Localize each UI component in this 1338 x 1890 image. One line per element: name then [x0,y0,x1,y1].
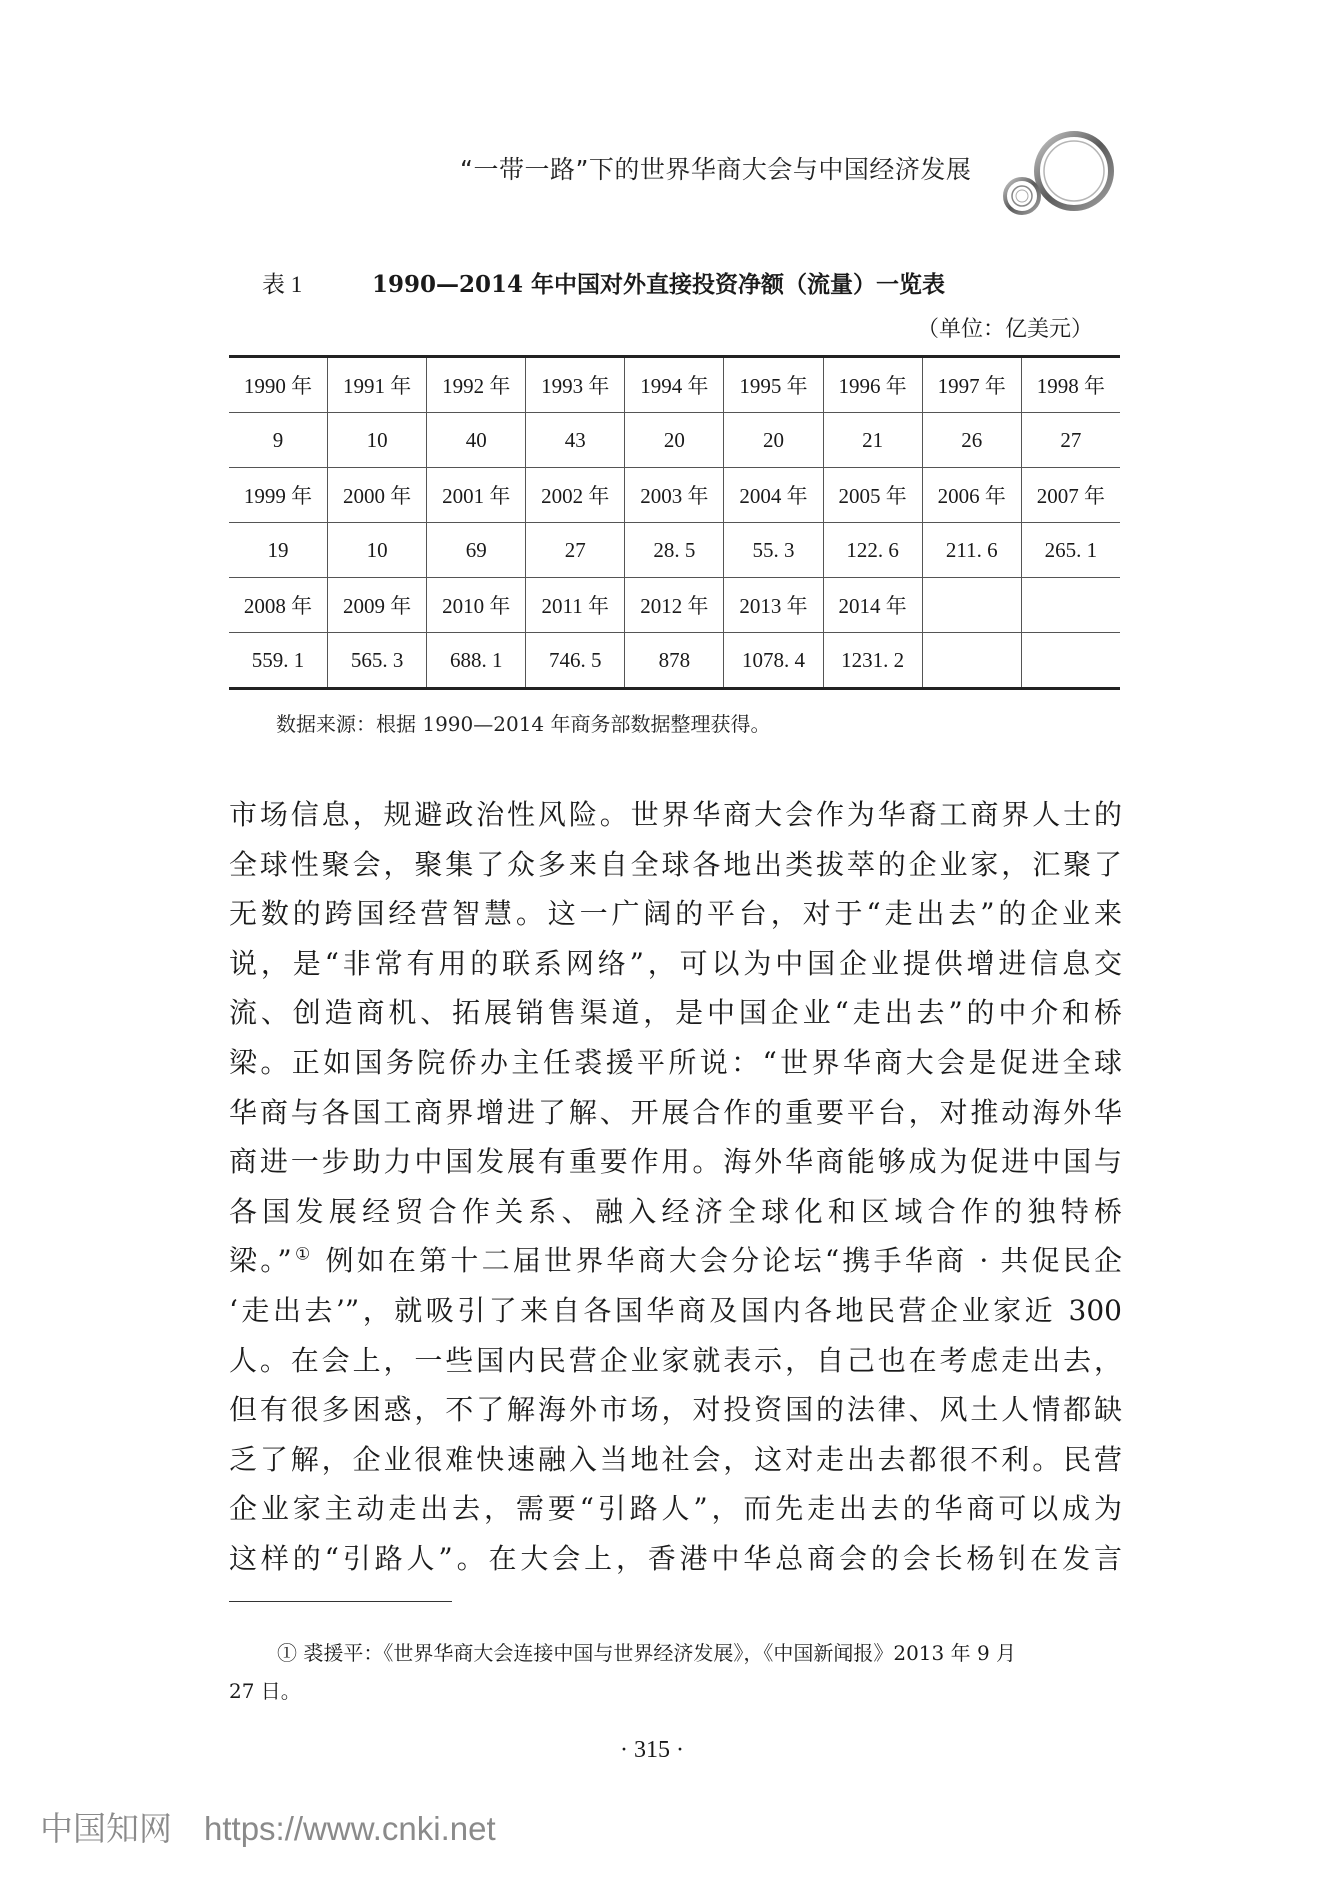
value-cell: 40 [427,413,526,468]
year-cell: 2001 年 [427,468,526,523]
table-unit: （单位：亿美元） [916,317,1093,342]
value-cell: 559. 1 [229,633,328,689]
body-line: 无数的跨国经营智慧。这一广阔的平台，对于“走出去”的企业来 [229,897,1122,931]
footnote-line: 27 日。 [229,1679,301,1703]
footnote-reference[interactable]: ① [291,1245,314,1266]
year-cell [922,578,1021,633]
table-year-row [229,468,1120,523]
value-cell: 211. 6 [922,523,1021,578]
year-cell: 1999 年 [229,468,328,523]
value-cell: 69 [427,523,526,578]
watermark [40,1803,496,1850]
body-line [229,1236,1122,1286]
value-cell: 20 [724,413,823,468]
body-line: 企业家主动走出去，需要“引路人”，而先走出去的华商可以成为 [229,1492,1122,1526]
value-cell [922,633,1021,689]
value-cell: 10 [328,413,427,468]
value-cell: 565. 3 [328,633,427,689]
footnote [229,1634,1122,1710]
table-title: 1990—2014 年中国对外直接投资净额（流量）一览表 [372,271,946,298]
body-paragraph [229,790,1122,1584]
year-cell: 2014 年 [823,578,922,633]
body-line: 梁。正如国务院侨办主任裘援平所说：“世界华商大会是促进全球 [229,1045,1122,1079]
value-cell: 1231. 2 [823,633,922,689]
year-cell: 2002 年 [526,468,625,523]
table-label: 表 1 [262,272,303,297]
body-line: 但有很多困惑，不了解海外市场，对投资国的法律、风土人情都缺 [229,1393,1122,1427]
year-cell: 1991 年 [328,357,427,413]
body-line: ‘走出去’”，就吸引了来自各国华商及国内各地民营企业家近 300 [229,1293,1122,1327]
year-cell: 1995 年 [724,357,823,413]
body-line: 这样的“引路人”。在大会上，香港中华总商会的会长杨钊在发言 [229,1541,1122,1575]
body-line: 市场信息，规避政治性风险。世界华商大会作为华裔工商界人士的 [229,798,1122,831]
body-text-segment: 梁。” [229,1244,292,1278]
double-circle-ornament-icon [1002,122,1124,222]
body-line: 乏了解，企业很难快速融入当地社会，这对走出去都很不利。民营 [229,1442,1122,1476]
value-cell: 27 [1021,413,1120,468]
year-cell: 2007 年 [1021,468,1120,523]
value-cell: 27 [526,523,625,578]
year-cell: 2011 年 [526,578,625,633]
fdi-table [229,355,1120,690]
year-cell: 1996 年 [823,357,922,413]
year-cell: 2004 年 [724,468,823,523]
table-value-row [229,633,1120,689]
value-cell: 878 [625,633,724,689]
year-cell: 2013 年 [724,578,823,633]
value-cell: 55. 3 [724,523,823,578]
body-line: 各国发展经贸合作关系、融入经济全球化和区域合作的独特桥 [229,1194,1122,1228]
table-caption [262,266,946,299]
table-year-row [229,578,1120,633]
value-cell: 122. 6 [823,523,922,578]
footnote-divider [229,1601,452,1602]
running-head: “一带一路”下的世界华商大会与中国经济发展 [460,155,972,184]
year-cell: 2000 年 [328,468,427,523]
watermark-url[interactable]: https://www.cnki.net [204,1810,496,1847]
value-cell: 26 [922,413,1021,468]
table-source-note: 数据来源：根据 1990—2014 年商务部数据整理获得。 [276,712,771,736]
year-cell: 1993 年 [526,357,625,413]
value-cell: 43 [526,413,625,468]
body-line: 人。在会上，一些国内民营企业家就表示，自己也在考虑走出去， [229,1343,1122,1377]
body-line: 全球性聚会，聚集了众多来自全球各地出类拔萃的企业家，汇聚了 [229,847,1122,881]
value-cell: 10 [328,523,427,578]
table-year-row [229,357,1120,413]
body-line: 华商与各国工商界增进了解、开展合作的重要平台，对推动海外华 [229,1095,1122,1129]
year-cell: 2006 年 [922,468,1021,523]
table-value-row [229,413,1120,468]
value-cell: 9 [229,413,328,468]
year-cell: 2010 年 [427,578,526,633]
body-line: 说，是“非常有用的联系网络”，可以为中国企业提供增进信息交 [229,946,1122,980]
year-cell: 2003 年 [625,468,724,523]
year-cell: 1997 年 [922,357,1021,413]
value-cell: 28. 5 [625,523,724,578]
value-cell: 19 [229,523,328,578]
year-cell: 2012 年 [625,578,724,633]
year-cell: 2008 年 [229,578,328,633]
value-cell: 746. 5 [526,633,625,689]
value-cell: 1078. 4 [724,633,823,689]
value-cell [1021,633,1120,689]
value-cell: 21 [823,413,922,468]
body-line: 流、创造商机、拓展销售渠道，是中国企业“走出去”的中介和桥 [229,996,1122,1030]
body-text-segment: 例如在第十二届世界华商大会分论坛“携手华商 · 共促民企 [313,1244,1122,1278]
year-cell: 1992 年 [427,357,526,413]
page-number: · 315 · [620,1737,684,1763]
year-cell: 1994 年 [625,357,724,413]
year-cell [1021,578,1120,633]
table-value-row [229,523,1120,578]
value-cell: 265. 1 [1021,523,1120,578]
body-line: 商进一步助力中国发展有重要作用。海外华商能够成为促进中国与 [229,1145,1122,1179]
year-cell: 1990 年 [229,357,328,413]
year-cell: 1998 年 [1021,357,1120,413]
value-cell: 20 [625,413,724,468]
year-cell: 2005 年 [823,468,922,523]
footnote-line: ① 裘援平：《世界华商大会连接中国与世界经济发展》，《中国新闻报》2013 年 9 月 [277,1641,1017,1665]
value-cell: 688. 1 [427,633,526,689]
watermark-brand: 中国知网 [40,1810,172,1847]
year-cell: 2009 年 [328,578,427,633]
